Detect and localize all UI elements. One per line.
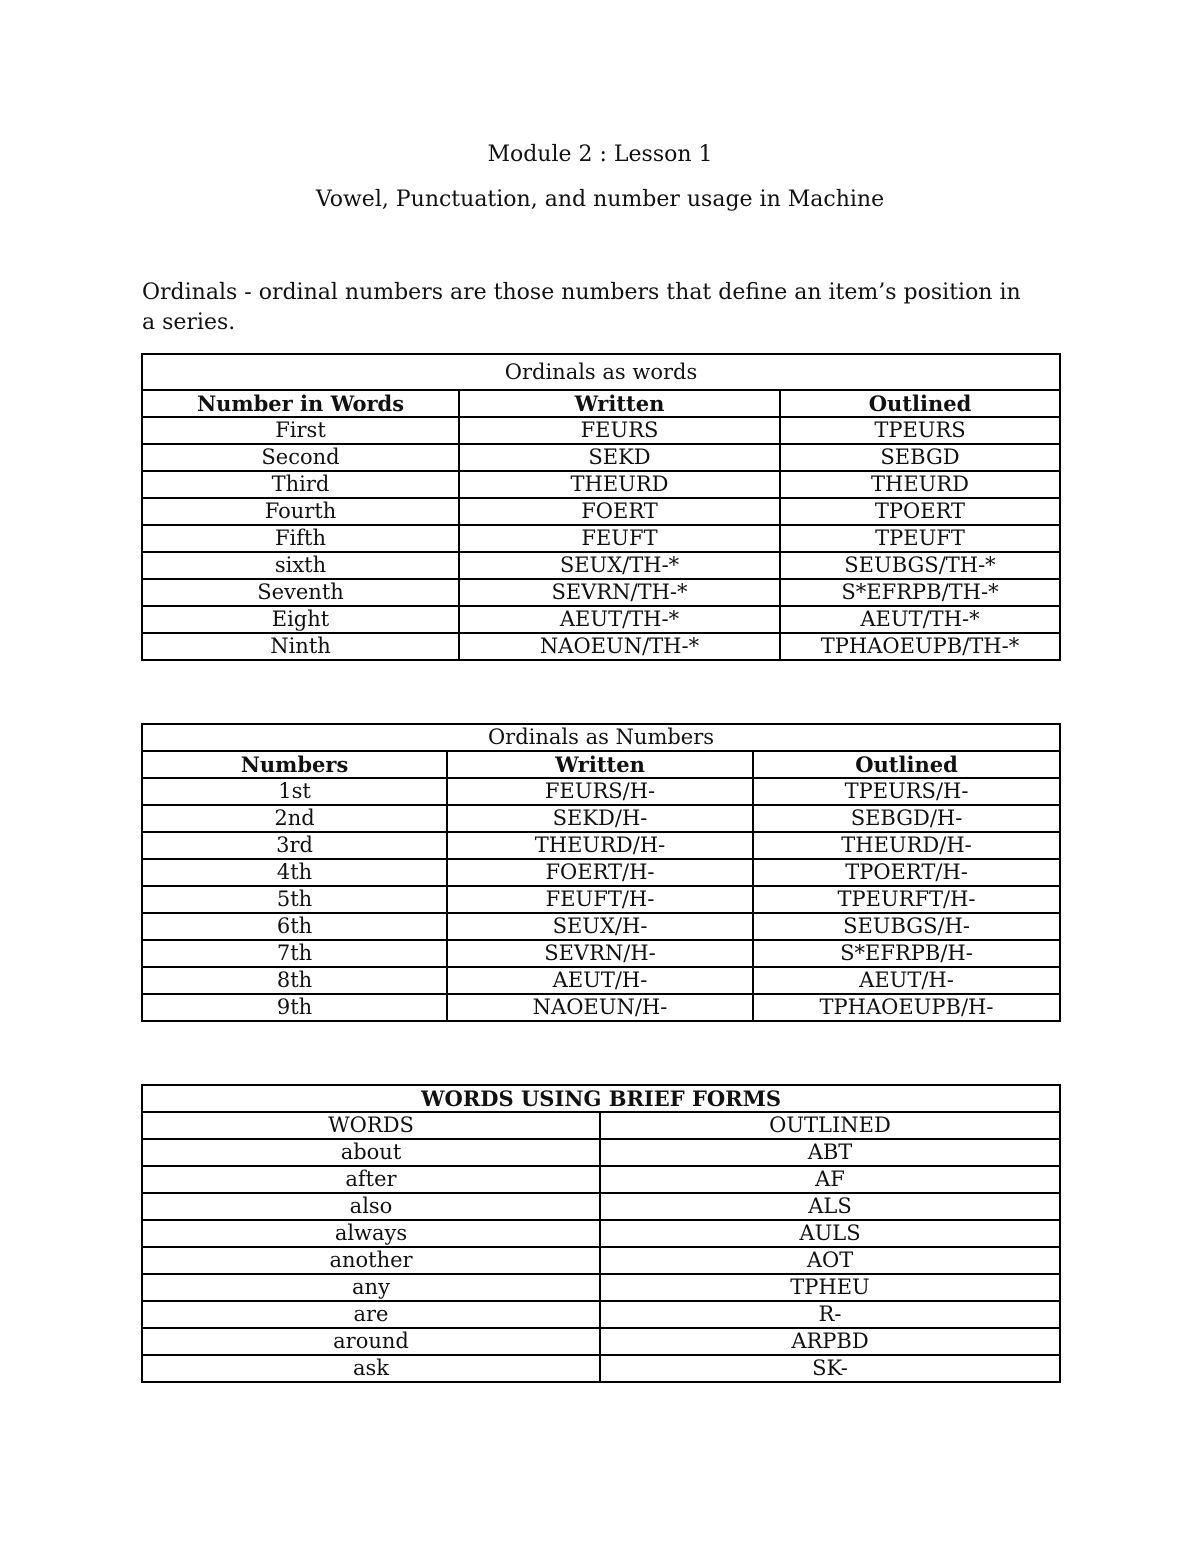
table-cell: are	[142, 1301, 600, 1328]
column-header: Written	[447, 751, 753, 778]
table-cell: S*EFRPB/TH-*	[780, 579, 1060, 606]
table-row	[142, 778, 1060, 805]
table-cell: SEUX/H-	[447, 913, 753, 940]
table-row	[142, 552, 1060, 579]
table-row	[142, 940, 1060, 967]
table-cell: TPEURS	[780, 417, 1060, 444]
table-cell: AEUT/TH-*	[459, 606, 780, 633]
table-cell: 4th	[142, 859, 447, 886]
table-cell: NAOEUN/H-	[447, 994, 753, 1021]
table-cell: after	[142, 1166, 600, 1193]
table-cell: S*EFRPB/H-	[753, 940, 1060, 967]
table-cell: 1st	[142, 778, 447, 805]
table-caption-row	[142, 724, 1060, 751]
table-cell: SEKD	[459, 444, 780, 471]
table-row	[142, 633, 1060, 660]
table-cell: TPOERT/H-	[753, 859, 1060, 886]
column-header: Number in Words	[142, 390, 459, 417]
page-title: Module 2 : Lesson 1	[487, 142, 713, 167]
table-cell: around	[142, 1328, 600, 1355]
table-cell: TPHEU	[600, 1274, 1060, 1301]
column-header: Outlined	[780, 390, 1060, 417]
table-cell: SEBGD/H-	[753, 805, 1060, 832]
table-cell: 2nd	[142, 805, 447, 832]
table-cell: First	[142, 417, 459, 444]
table-cell: Ninth	[142, 633, 459, 660]
table-row	[142, 1166, 1060, 1193]
table-cell: FEUFT/H-	[447, 886, 753, 913]
table-cell: THEURD	[459, 471, 780, 498]
table-row	[142, 498, 1060, 525]
table-row	[142, 805, 1060, 832]
table-cell: SK-	[600, 1355, 1060, 1382]
table-row	[142, 471, 1060, 498]
table-cell: 3rd	[142, 832, 447, 859]
table-cell: SEBGD	[780, 444, 1060, 471]
table-row	[142, 417, 1060, 444]
page-subtitle: Vowel, Punctuation, and number usage in Machine	[315, 187, 885, 212]
table-header-row	[142, 1112, 1060, 1139]
table-row	[142, 1301, 1060, 1328]
table-cell: TPEUFT	[780, 525, 1060, 552]
table-cell: 9th	[142, 994, 447, 1021]
table-cell: SEVRN/TH-*	[459, 579, 780, 606]
table-header-row	[142, 751, 1060, 778]
table-cell: 5th	[142, 886, 447, 913]
intro-line: a series.	[142, 310, 236, 335]
table-cell: any	[142, 1274, 600, 1301]
table-row	[142, 444, 1060, 471]
ordinals-words-table	[141, 353, 1061, 661]
table-caption-row	[142, 1085, 1060, 1112]
table-row	[142, 859, 1060, 886]
table-cell: FEUFT	[459, 525, 780, 552]
table-cell: TPOERT	[780, 498, 1060, 525]
table-cell: Seventh	[142, 579, 459, 606]
table-row	[142, 1328, 1060, 1355]
table-row	[142, 832, 1060, 859]
table-cell: AOT	[600, 1247, 1060, 1274]
table-cell: about	[142, 1139, 600, 1166]
table-cell: AEUT/H-	[447, 967, 753, 994]
column-header: Outlined	[753, 751, 1060, 778]
table-cell: AEUT/TH-*	[780, 606, 1060, 633]
table-cell: Eight	[142, 606, 459, 633]
table-cell: 8th	[142, 967, 447, 994]
table-cell: ARPBD	[600, 1328, 1060, 1355]
table-row	[142, 1220, 1060, 1247]
table-caption-row	[142, 354, 1060, 390]
table-row	[142, 967, 1060, 994]
table-row	[142, 1274, 1060, 1301]
table-cell: SEKD/H-	[447, 805, 753, 832]
table-cell: THEURD/H-	[447, 832, 753, 859]
table-row	[142, 1247, 1060, 1274]
table-cell: 7th	[142, 940, 447, 967]
table-cell: TPEURFT/H-	[753, 886, 1060, 913]
table-cell: Fifth	[142, 525, 459, 552]
column-header: Written	[459, 390, 780, 417]
ordinals-numbers-table	[141, 723, 1061, 1022]
table-cell: TPHAOEUPB/TH-*	[780, 633, 1060, 660]
column-header: OUTLINED	[600, 1112, 1060, 1139]
table-cell: FOERT	[459, 498, 780, 525]
table-cell: Third	[142, 471, 459, 498]
table-row	[142, 525, 1060, 552]
table-cell: 6th	[142, 913, 447, 940]
table-cell: ask	[142, 1355, 600, 1382]
table-caption: Ordinals as words	[142, 354, 1060, 390]
table-row	[142, 913, 1060, 940]
column-header: WORDS	[142, 1112, 600, 1139]
table-cell: FEURS/H-	[447, 778, 753, 805]
table-cell: THEURD/H-	[753, 832, 1060, 859]
table-cell: SEUBGS/TH-*	[780, 552, 1060, 579]
table-cell: THEURD	[780, 471, 1060, 498]
table-cell: AEUT/H-	[753, 967, 1060, 994]
table-cell: ABT	[600, 1139, 1060, 1166]
table-row	[142, 1355, 1060, 1382]
column-header: Numbers	[142, 751, 447, 778]
table-cell: FEURS	[459, 417, 780, 444]
table-cell: ALS	[600, 1193, 1060, 1220]
table-row	[142, 994, 1060, 1021]
table-cell: Fourth	[142, 498, 459, 525]
table-cell: TPEURS/H-	[753, 778, 1060, 805]
table-caption: Ordinals as Numbers	[142, 724, 1060, 751]
table-cell: NAOEUN/TH-*	[459, 633, 780, 660]
table-row	[142, 1193, 1060, 1220]
table-row	[142, 579, 1060, 606]
table-header-row	[142, 390, 1060, 417]
intro-line: Ordinals - ordinal numbers are those numbers that define an item’s position in	[142, 280, 1021, 305]
table-row	[142, 886, 1060, 913]
table-cell: TPHAOEUPB/H-	[753, 994, 1060, 1021]
table-cell: AULS	[600, 1220, 1060, 1247]
table-cell: Second	[142, 444, 459, 471]
table-cell: AF	[600, 1166, 1060, 1193]
brief-forms-table	[141, 1084, 1061, 1383]
table-cell: also	[142, 1193, 600, 1220]
table-row	[142, 1139, 1060, 1166]
table-caption: WORDS USING BRIEF FORMS	[142, 1085, 1060, 1112]
table-cell: R-	[600, 1301, 1060, 1328]
table-cell: SEVRN/H-	[447, 940, 753, 967]
table-cell: SEUX/TH-*	[459, 552, 780, 579]
table-cell: sixth	[142, 552, 459, 579]
table-cell: FOERT/H-	[447, 859, 753, 886]
table-cell: another	[142, 1247, 600, 1274]
table-row	[142, 606, 1060, 633]
table-cell: always	[142, 1220, 600, 1247]
table-cell: SEUBGS/H-	[753, 913, 1060, 940]
intro-paragraph	[142, 278, 1062, 338]
